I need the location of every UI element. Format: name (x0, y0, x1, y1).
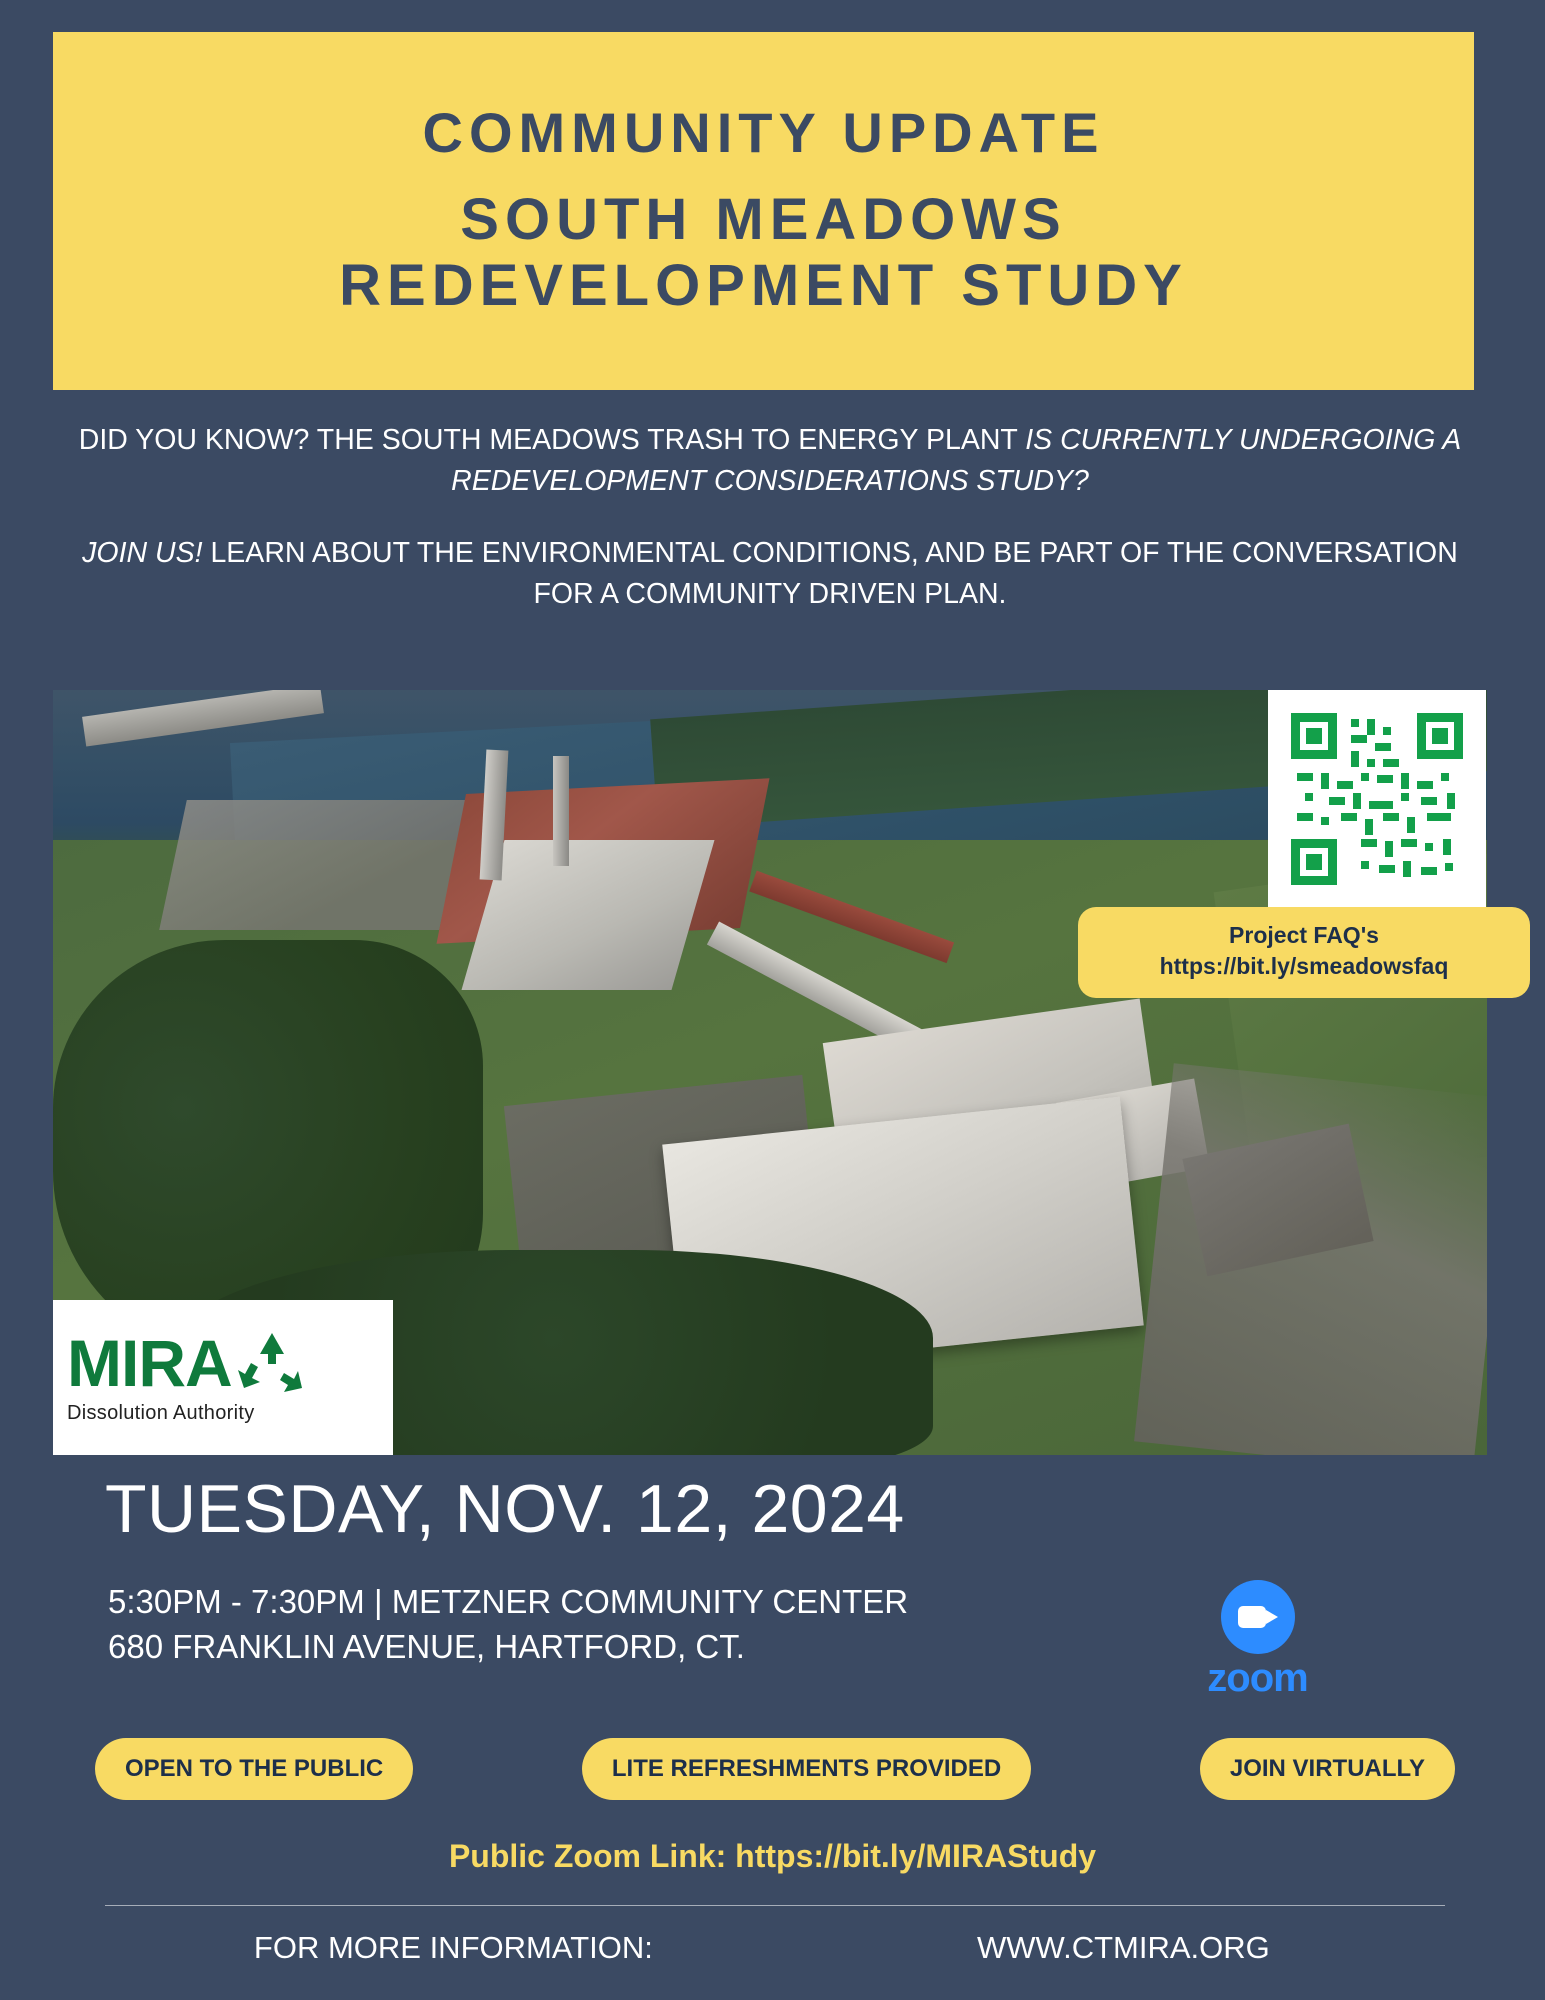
footer-divider (105, 1905, 1445, 1906)
qr-module (1425, 843, 1433, 851)
footer (105, 1930, 1445, 1966)
event-details (108, 1580, 908, 1669)
qr-module (1403, 861, 1411, 877)
qr-module (1401, 773, 1409, 789)
qr-module (1383, 813, 1399, 821)
qr-module (1321, 817, 1329, 825)
qr-module (1351, 751, 1359, 767)
qr-module (1447, 793, 1455, 809)
zoom-wordmark: zoom (1207, 1656, 1308, 1700)
qr-module (1305, 793, 1313, 801)
qr-module (1361, 839, 1377, 847)
mira-subtitle: Dissolution Authority (67, 1402, 255, 1424)
qr-module (1401, 793, 1409, 801)
qr-module (1321, 773, 1329, 789)
header-title-secondary-line-2: REDEVELOPMENT STUDY (339, 253, 1188, 319)
qr-module (1297, 773, 1313, 781)
zoom-logo (1185, 1580, 1330, 1701)
qr-module (1367, 759, 1375, 767)
qr-module (1421, 867, 1437, 875)
mira-logo (53, 1300, 393, 1455)
qr-module (1361, 861, 1369, 869)
photo-switchyard (159, 800, 467, 930)
event-time-venue: 5:30PM - 7:30PM | METZNER COMMUNITY CENTER (108, 1583, 909, 1620)
faq-title: Project FAQ's (1229, 922, 1379, 948)
qr-code-pattern (1291, 713, 1463, 885)
badge-join-virtually: JOIN VIRTUALLY (1200, 1738, 1455, 1800)
event-address: 680 FRANKLIN AVENUE, HARTFORD, CT. (108, 1627, 745, 1665)
qr-module (1383, 727, 1391, 735)
intro-paragraph-2 (70, 533, 1470, 616)
qr-module (1379, 865, 1395, 873)
intro-paragraph-2-plain: LEARN ABOUT THE ENVIRONMENTAL CONDITIONS, AND BE PART OF THE CONVERSATION FOR A COMMUNITY DRIVEN PLAN. (202, 536, 1458, 610)
header-title-secondary (339, 187, 1188, 320)
mira-logo-row (67, 1325, 393, 1400)
intro-paragraph-2-emphasis: JOIN US! (82, 536, 203, 569)
qr-module (1427, 813, 1451, 821)
event-date: TUESDAY, NOV. 12, 2024 (105, 1471, 905, 1547)
qr-module (1369, 801, 1393, 809)
qr-finder-bottom-left (1291, 839, 1337, 885)
photo-access-road (1134, 1063, 1487, 1455)
qr-module (1377, 775, 1393, 783)
intro-paragraph-1 (70, 420, 1470, 503)
intro-text (70, 420, 1470, 645)
qr-module (1385, 841, 1393, 857)
qr-module (1351, 735, 1367, 743)
badge-lite-refreshments: LITE REFRESHMENTS PROVIDED (582, 1738, 1031, 1800)
faq-callout[interactable] (1078, 907, 1530, 998)
header-title-primary: COMMUNITY UPDATE (422, 100, 1105, 164)
qr-module (1445, 863, 1453, 871)
header-title-secondary-line-1: SOUTH MEADOWS (460, 186, 1067, 252)
qr-module (1407, 817, 1415, 833)
badge-open-to-the-public: OPEN TO THE PUBLIC (95, 1738, 413, 1800)
intro-paragraph-1-emphasis: IS CURRENTLY UNDERGOING A REDEVELOPMENT CONSIDERATIONS STUDY? (451, 424, 1462, 498)
qr-module (1443, 839, 1451, 855)
qr-finder-top-left (1291, 713, 1337, 759)
mira-wordmark: MIRA (67, 1325, 232, 1400)
footer-website-link[interactable]: WWW.CTMIRA.ORG (977, 1930, 1270, 1965)
qr-module (1297, 813, 1313, 821)
qr-module (1375, 743, 1391, 751)
qr-module (1421, 797, 1437, 805)
qr-module (1337, 781, 1353, 789)
qr-module (1365, 819, 1373, 835)
intro-paragraph-1-plain: DID YOU KNOW? THE SOUTH MEADOWS TRASH TO ENERGY PLANT (78, 424, 1026, 456)
qr-module (1341, 813, 1357, 821)
qr-module (1361, 773, 1369, 781)
footer-more-info-label: FOR MORE INFORMATION: (253, 1930, 653, 1965)
qr-module (1351, 719, 1359, 727)
photo-smokestack-2 (553, 756, 569, 866)
qr-module (1329, 797, 1345, 805)
recycle-icon (236, 1330, 310, 1396)
qr-finder-top-right (1417, 713, 1463, 759)
public-zoom-link[interactable]: Public Zoom Link: https://bit.ly/MIRAStudy (448, 1838, 1097, 1874)
qr-code[interactable] (1268, 690, 1486, 908)
qr-module (1353, 793, 1361, 809)
faq-url[interactable]: https://bit.ly/smeadowsfaq (1159, 953, 1449, 980)
header-banner (53, 32, 1474, 390)
qr-module (1367, 719, 1375, 735)
qr-module (1441, 773, 1449, 781)
video-camera-icon (1221, 1580, 1295, 1654)
qr-module (1417, 781, 1433, 789)
qr-module (1383, 759, 1399, 767)
video-camera-icon-shape (1238, 1606, 1266, 1628)
qr-module (1401, 839, 1417, 847)
badge-row (95, 1738, 1455, 1800)
